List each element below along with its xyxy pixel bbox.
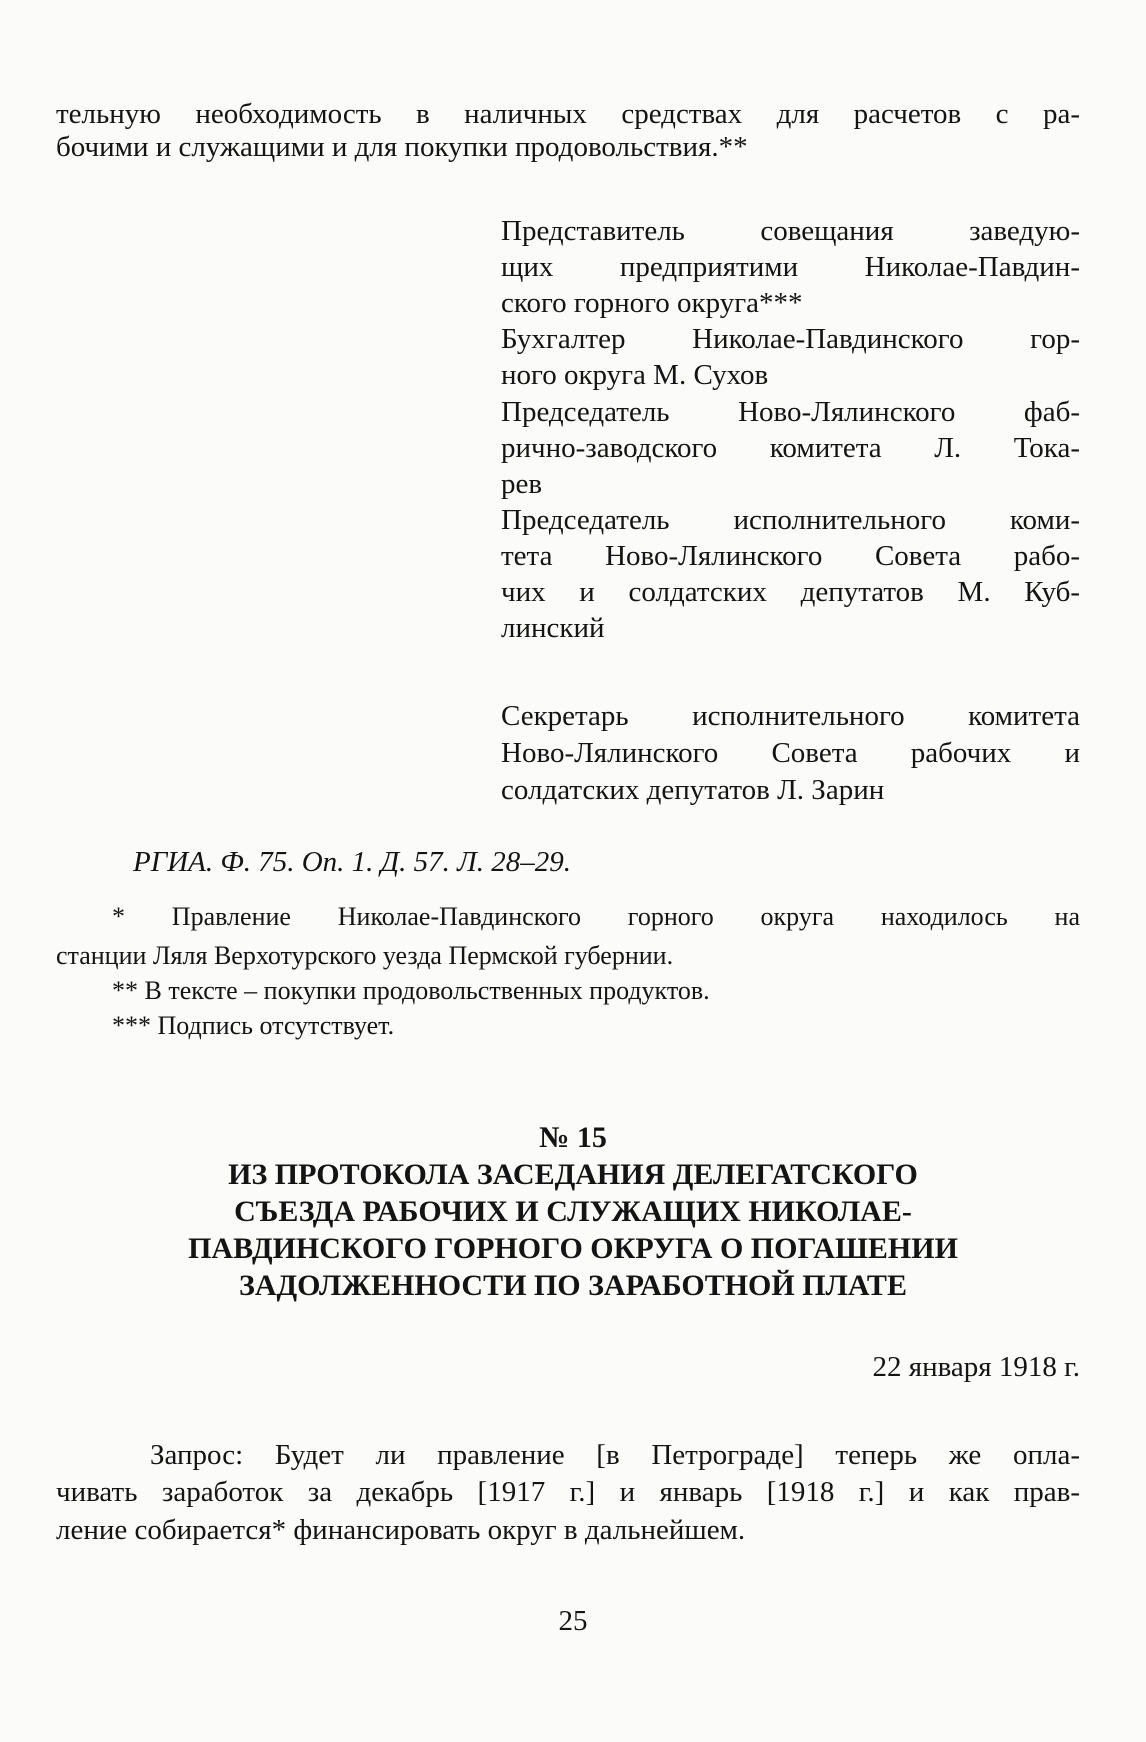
body-line: Запрос: Будет ли правление [в Петрограде] теперь же опла-: [150, 1439, 1080, 1471]
signature-line: ского горного округа***: [501, 287, 803, 319]
signature-line: Секретарь исполнительного комитета: [501, 700, 1080, 732]
signature-line: линский: [501, 612, 605, 644]
body-line: чивать заработок за декабрь [1917 г.] и январь [1918 г.] и как прав-: [56, 1476, 1080, 1508]
signature-line: Ново-Лялинского Совета рабочих и: [501, 737, 1080, 769]
signature-line: ного округа М. Сухов: [501, 359, 769, 391]
signature-line: чих и солдатских депутатов М. Куб-: [501, 576, 1080, 608]
signature-line: Представитель совещания заведую-: [501, 215, 1080, 247]
signature-line: Бухгалтер Николае-Павдинского гор-: [501, 323, 1080, 355]
body-line: ление собирается* финансировать округ в дальнейшем.: [56, 1514, 746, 1546]
title-line: СЪЕЗДА РАБОЧИХ И СЛУЖАЩИХ НИКОЛАЕ-: [234, 1195, 912, 1228]
signature-line: Председатель Ново-Лялинского фаб-: [501, 396, 1080, 428]
footnote: станции Ляля Верхотурского уезда Пермской губернии.: [56, 941, 674, 970]
footnote: * Правление Николае-Павдинского горного округа находилось на: [112, 902, 1080, 931]
footnote: ** В тексте – покупки продовольственных продуктов.: [112, 976, 710, 1005]
document-number: № 15: [539, 1121, 607, 1154]
signature-line: тета Ново-Лялинского Совета рабо-: [501, 540, 1080, 572]
title-line: ЗАДОЛЖЕННОСТИ ПО ЗАРАБОТНОЙ ПЛАТЕ: [239, 1269, 907, 1302]
document-date: 22 января 1918 г.: [872, 1351, 1080, 1383]
page-number: 25: [558, 1605, 588, 1637]
title-line: ПАВДИНСКОГО ГОРНОГО ОКРУГА О ПОГАШЕНИИ: [188, 1232, 958, 1265]
archive-source: РГИА. Ф. 75. Оп. 1. Д. 57. Л. 28–29.: [133, 846, 571, 878]
signature-line: щих предприятими Николае-Павдин-: [501, 251, 1080, 283]
signature-line: рев: [501, 468, 543, 500]
signature-line: солдатских депутатов Л. Зарин: [501, 774, 885, 806]
signature-line: Председатель исполнительного коми-: [501, 504, 1080, 536]
body-line: бочими и служащими и для покупки продовольствия.**: [56, 131, 748, 163]
title-line: ИЗ ПРОТОКОЛА ЗАСЕДАНИЯ ДЕЛЕГАТСКОГО: [228, 1158, 918, 1191]
body-line: тельную необходимость в наличных средствах для расчетов с ра-: [56, 98, 1080, 130]
signature-line: рично-заводского комитета Л. Тока-: [501, 432, 1080, 464]
footnote: *** Подпись отсутствует.: [112, 1011, 395, 1040]
